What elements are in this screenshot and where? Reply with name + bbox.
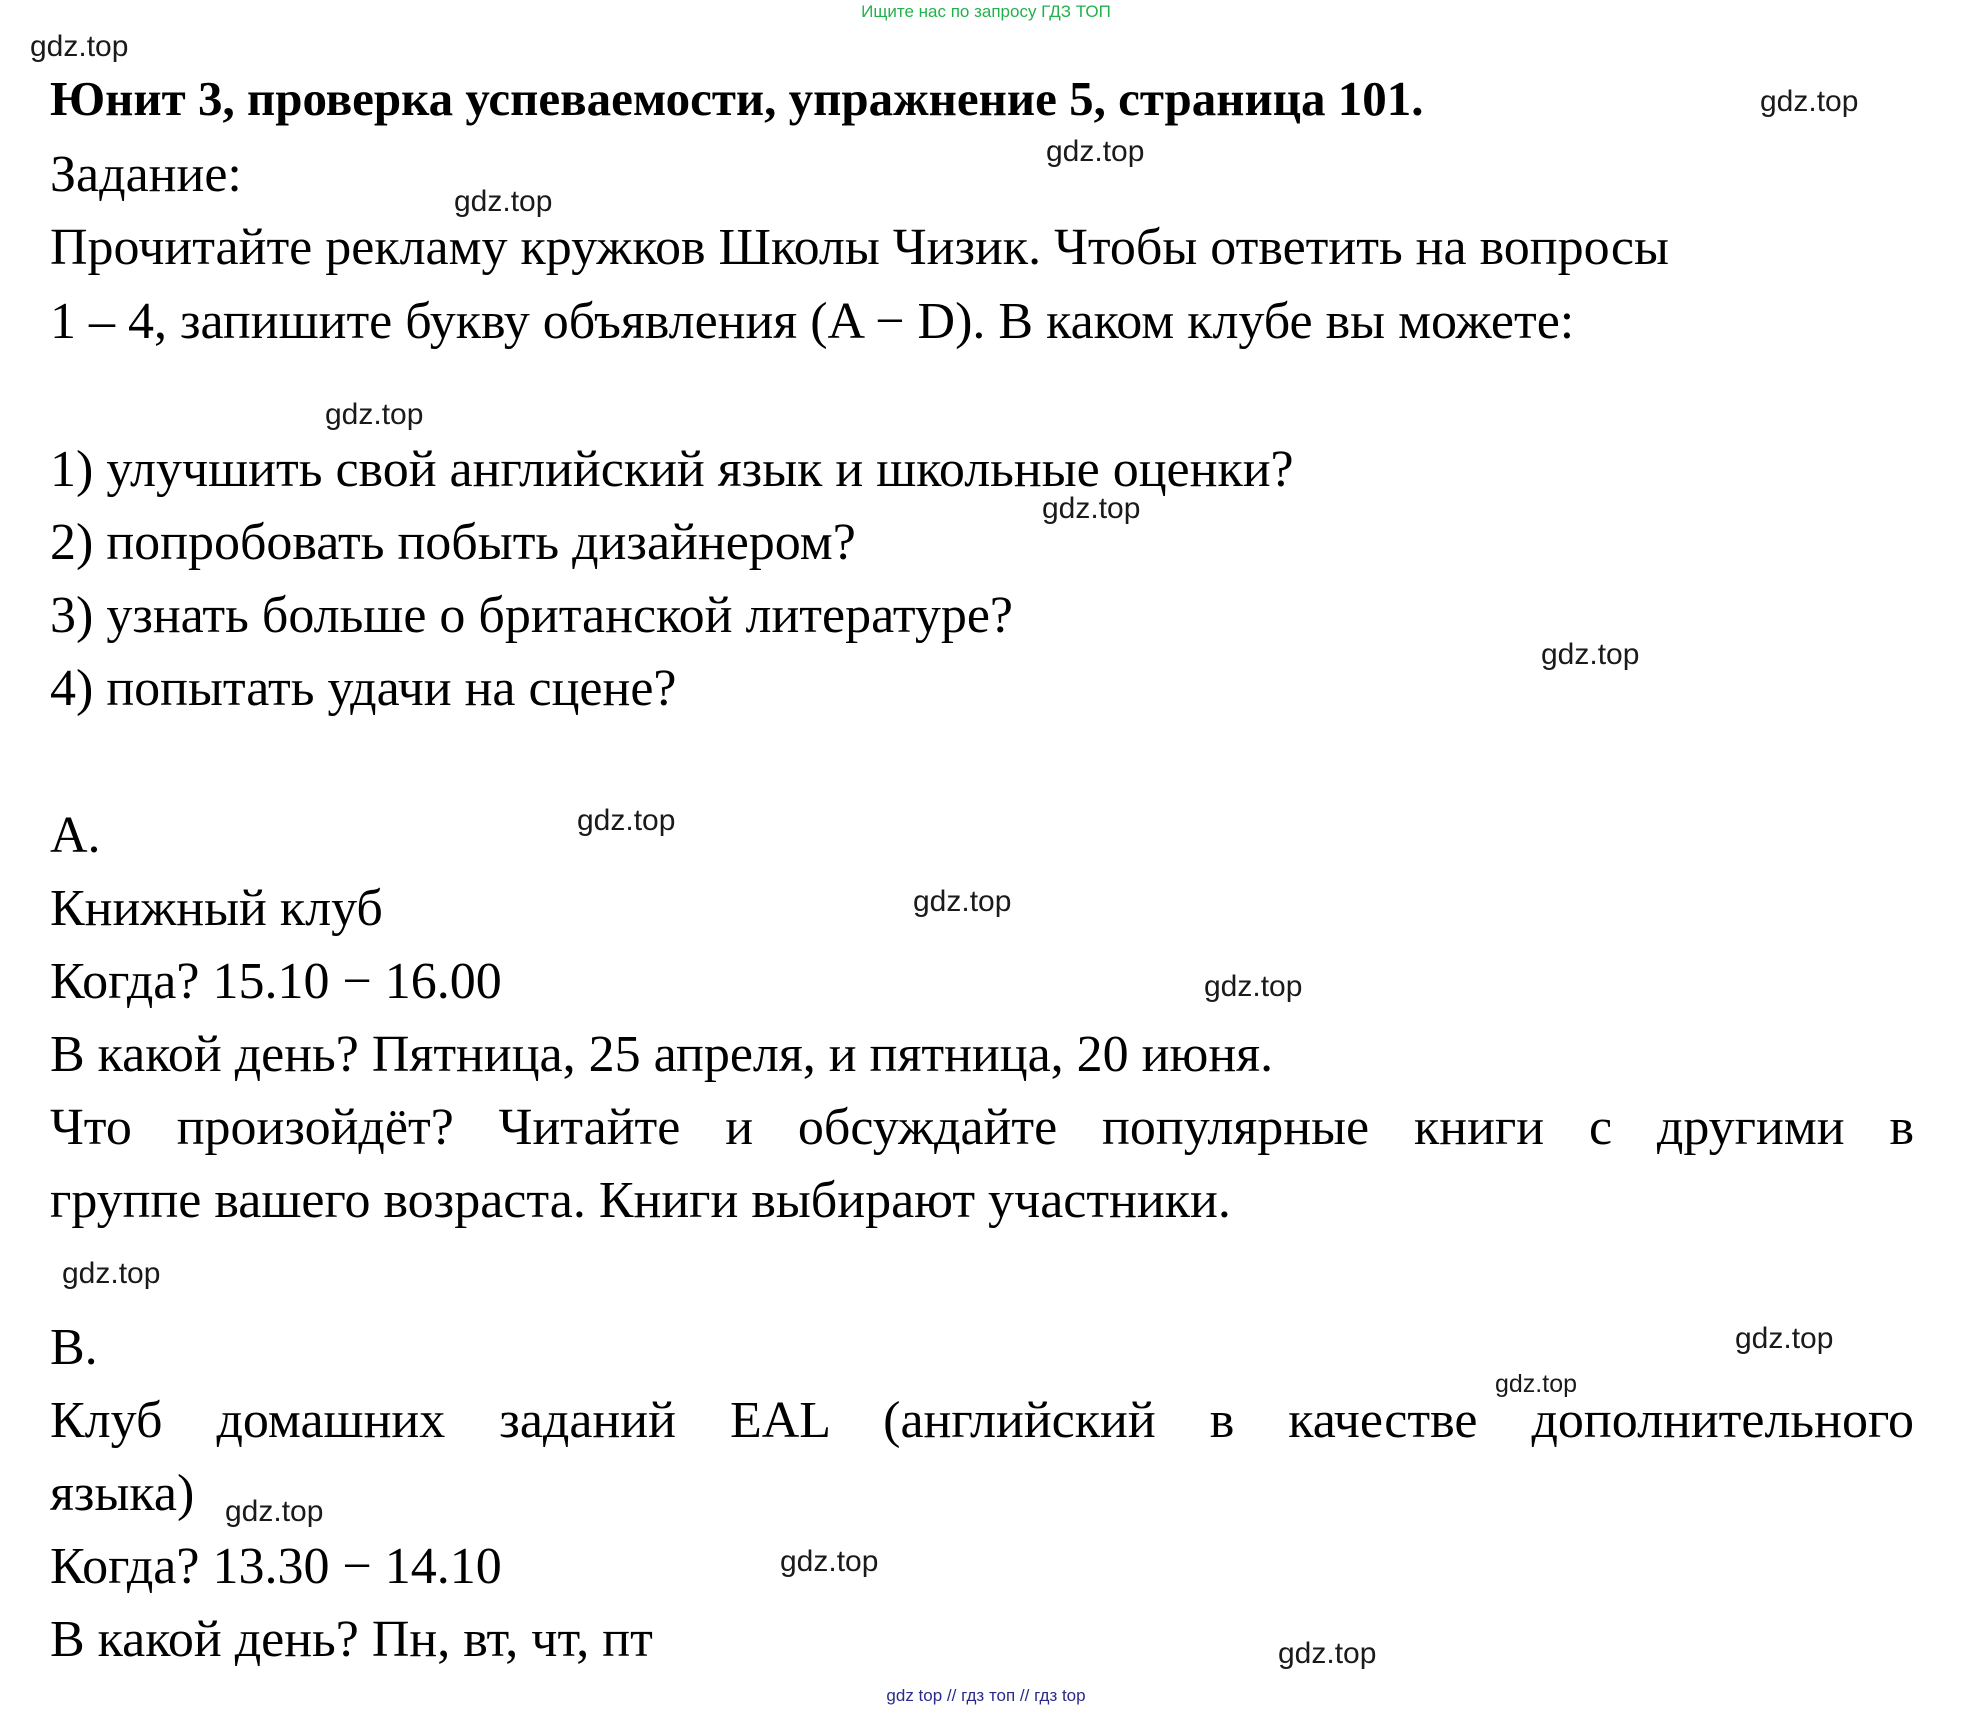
watermark: gdz.top: [225, 1495, 324, 1528]
question-2: 2) попробовать побыть дизайнером?: [50, 514, 856, 571]
section-b-letter: B.: [50, 1319, 98, 1376]
section-a-when: Когда? 15.10 − 16.00: [50, 953, 502, 1010]
watermark: gdz.top: [30, 30, 129, 63]
top-banner: Ищите нас по запросу ГДЗ ТОП: [861, 2, 1111, 21]
watermark: gdz.top: [577, 804, 676, 837]
watermark: gdz.top: [1046, 135, 1145, 168]
watermark: gdz.top: [1204, 970, 1303, 1003]
watermark: gdz.top: [1541, 638, 1640, 671]
footer: gdz top // гдз топ // гдз top: [886, 1686, 1086, 1705]
watermark: gdz.top: [62, 1257, 161, 1290]
watermark: gdz.top: [1735, 1322, 1834, 1355]
section-b-when: Когда? 13.30 − 14.10: [50, 1538, 502, 1595]
section-a-what-line-1: Что произойдёт? Читайте и обсуждайте популярные книги с другими в: [50, 1099, 1914, 1156]
task-label: Задание:: [50, 146, 242, 203]
task-text-line-2: 1 – 4, запишите букву объявления (A − D). В каком клубе вы можете:: [50, 293, 1575, 350]
question-3: 3) узнать больше о британской литературе?: [50, 587, 1014, 644]
watermark: gdz.top: [913, 885, 1012, 918]
question-4: 4) попытать удачи на сцене?: [50, 660, 677, 717]
section-b-day: В какой день? Пн, вт, чт, пт: [50, 1611, 653, 1668]
watermark: gdz.top: [1042, 492, 1141, 525]
watermark: gdz.top: [454, 185, 553, 218]
watermark: gdz.top: [1495, 1370, 1578, 1398]
question-1: 1) улучшить свой английский язык и школьные оценки?: [50, 441, 1294, 498]
watermark: gdz.top: [1760, 85, 1859, 118]
section-a-day: В какой день? Пятница, 25 апреля, и пятница, 20 июня.: [50, 1026, 1274, 1083]
section-a-name: Книжный клуб: [50, 880, 383, 937]
task-text-line-1: Прочитайте рекламу кружков Школы Чизик. Чтобы ответить на вопросы: [50, 219, 1669, 276]
watermark: gdz.top: [325, 398, 424, 431]
section-b-name-line-2: языка): [50, 1465, 195, 1522]
section-a-what-line-2: группе вашего возраста. Книги выбирают участники.: [50, 1172, 1231, 1229]
watermark: gdz.top: [1278, 1637, 1377, 1670]
page-title: Юнит 3, проверка успеваемости, упражнение 5, страница 101.: [50, 71, 1424, 126]
watermark: gdz.top: [780, 1545, 879, 1578]
section-b-name-line-1: Клуб домашних заданий EAL (английский в качестве дополнительного: [50, 1392, 1914, 1449]
section-a-letter: A.: [50, 807, 101, 864]
